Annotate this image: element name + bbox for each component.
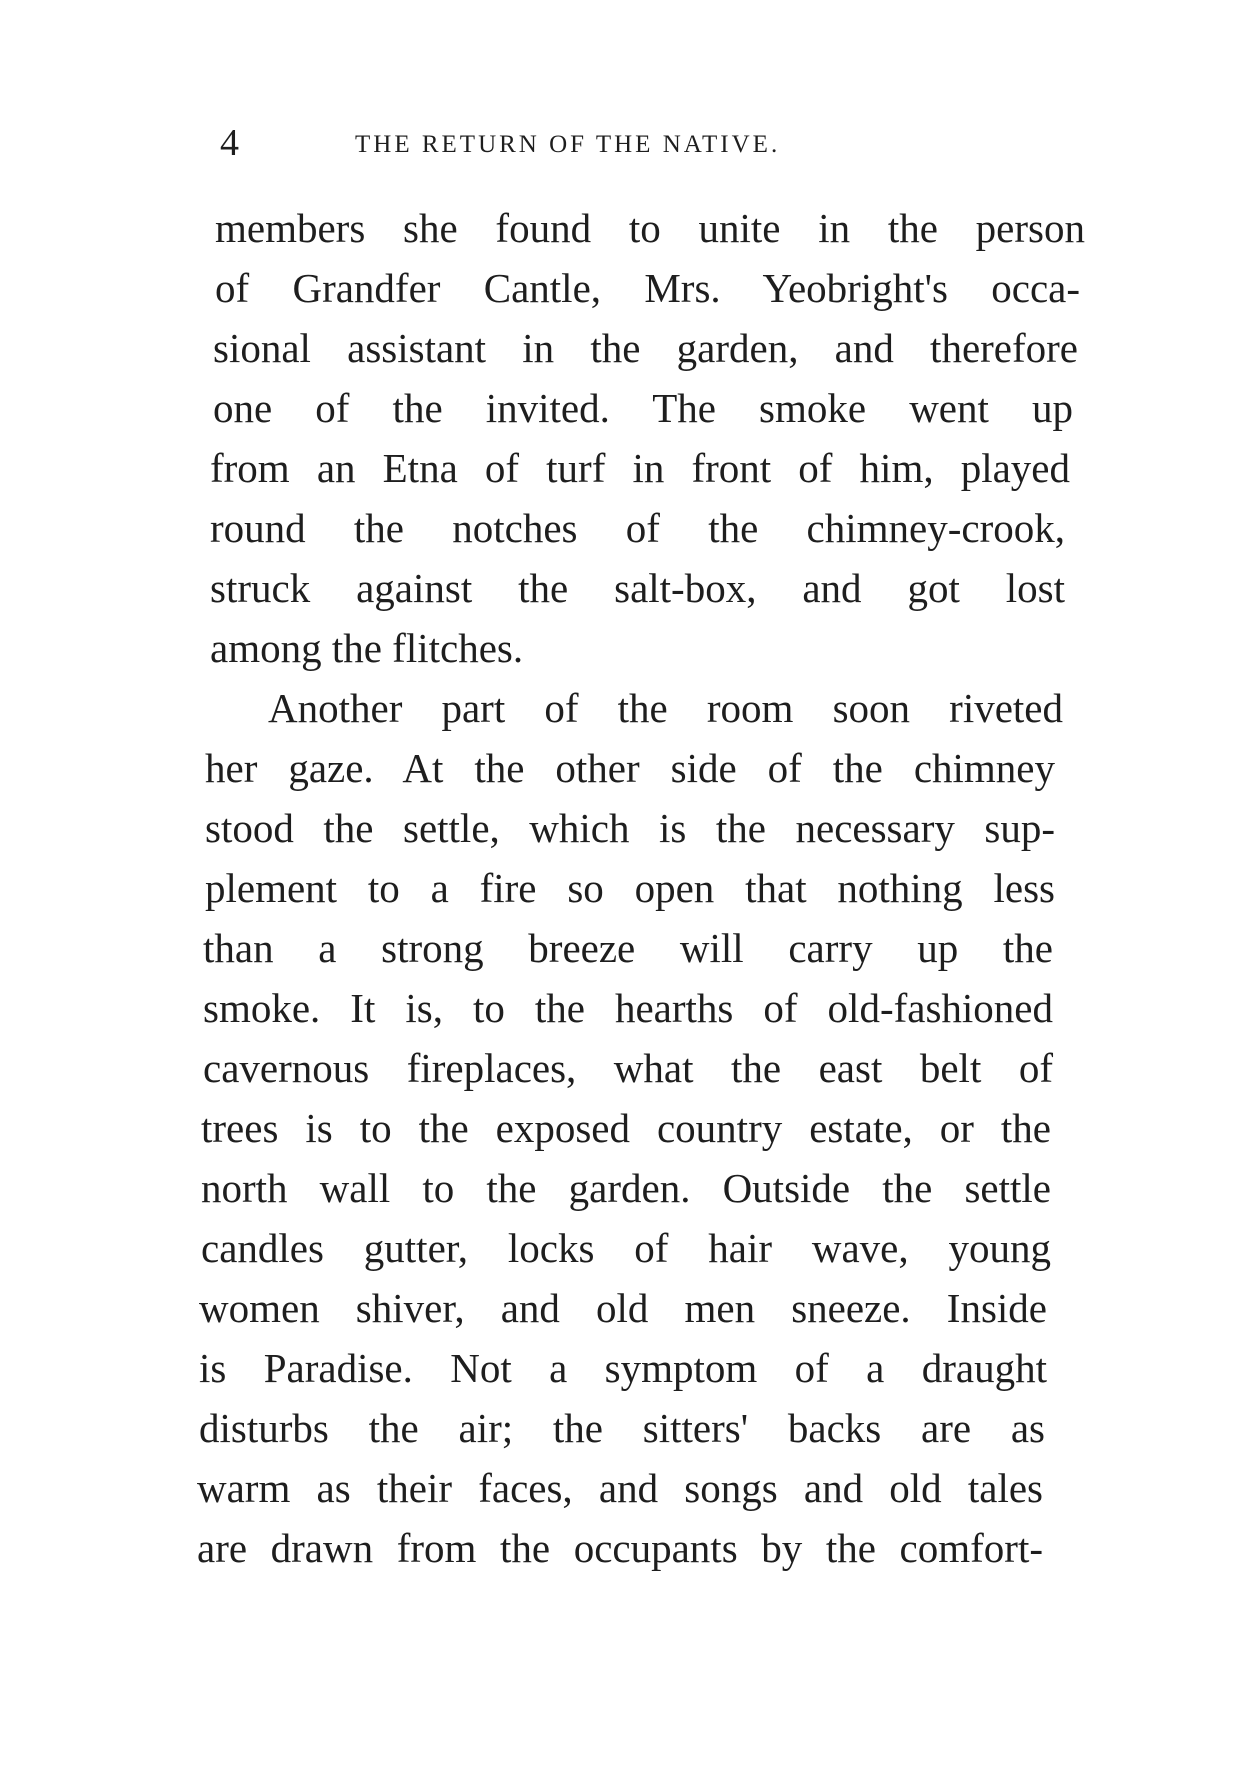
page-number: 4 [220,122,239,164]
text-line: Another part of the room soon riveted [268,685,1063,731]
text-line: warm as their faces, and songs and old tales [197,1465,1043,1511]
text-line: cavernous fireplaces, what the east belt of [203,1045,1053,1091]
text-line: stood the settle, which is the necessary sup- [205,805,1055,851]
body-text [197,198,1085,1578]
text-line: candles gutter, locks of hair wave, young [201,1225,1051,1271]
text-line: trees is to the exposed country estate, or the [201,1105,1051,1151]
text-line: members she found to unite in the person [215,205,1085,251]
text-line: plement to a fire so open that nothing less [205,865,1055,911]
text-line: sional assistant in the garden, and therefore [213,325,1078,371]
text-line: disturbs the air; the sitters' backs are as [199,1405,1045,1451]
text-line: from an Etna of turf in front of him, played [210,445,1070,491]
text-line: north wall to the garden. Outside the settle [201,1165,1051,1211]
text-line: her gaze. At the other side of the chimney [205,745,1055,791]
paragraph-1 [205,198,1085,678]
text-line: smoke. It is, to the hearths of old-fashioned [203,985,1053,1031]
text-line: women shiver, and old men sneeze. Inside [199,1285,1047,1331]
paragraph-2 [197,678,1075,1578]
running-head: THE RETURN OF THE NATIVE. [355,131,781,158]
text-line: among the flitches. [210,625,524,671]
page-header [205,118,925,168]
text-line: round the notches of the chimney-crook, [210,505,1065,551]
text-line: are drawn from the occupants by the comfort- [197,1525,1043,1571]
text-line: of Grandfer Cantle, Mrs. Yeobright's occa- [215,265,1080,311]
text-line: is Paradise. Not a symptom of a draught [199,1345,1047,1391]
text-line: struck against the salt-box, and got lost [210,565,1065,611]
text-line: one of the invited. The smoke went up [213,385,1073,431]
text-line: than a strong breeze will carry up the [203,925,1053,971]
